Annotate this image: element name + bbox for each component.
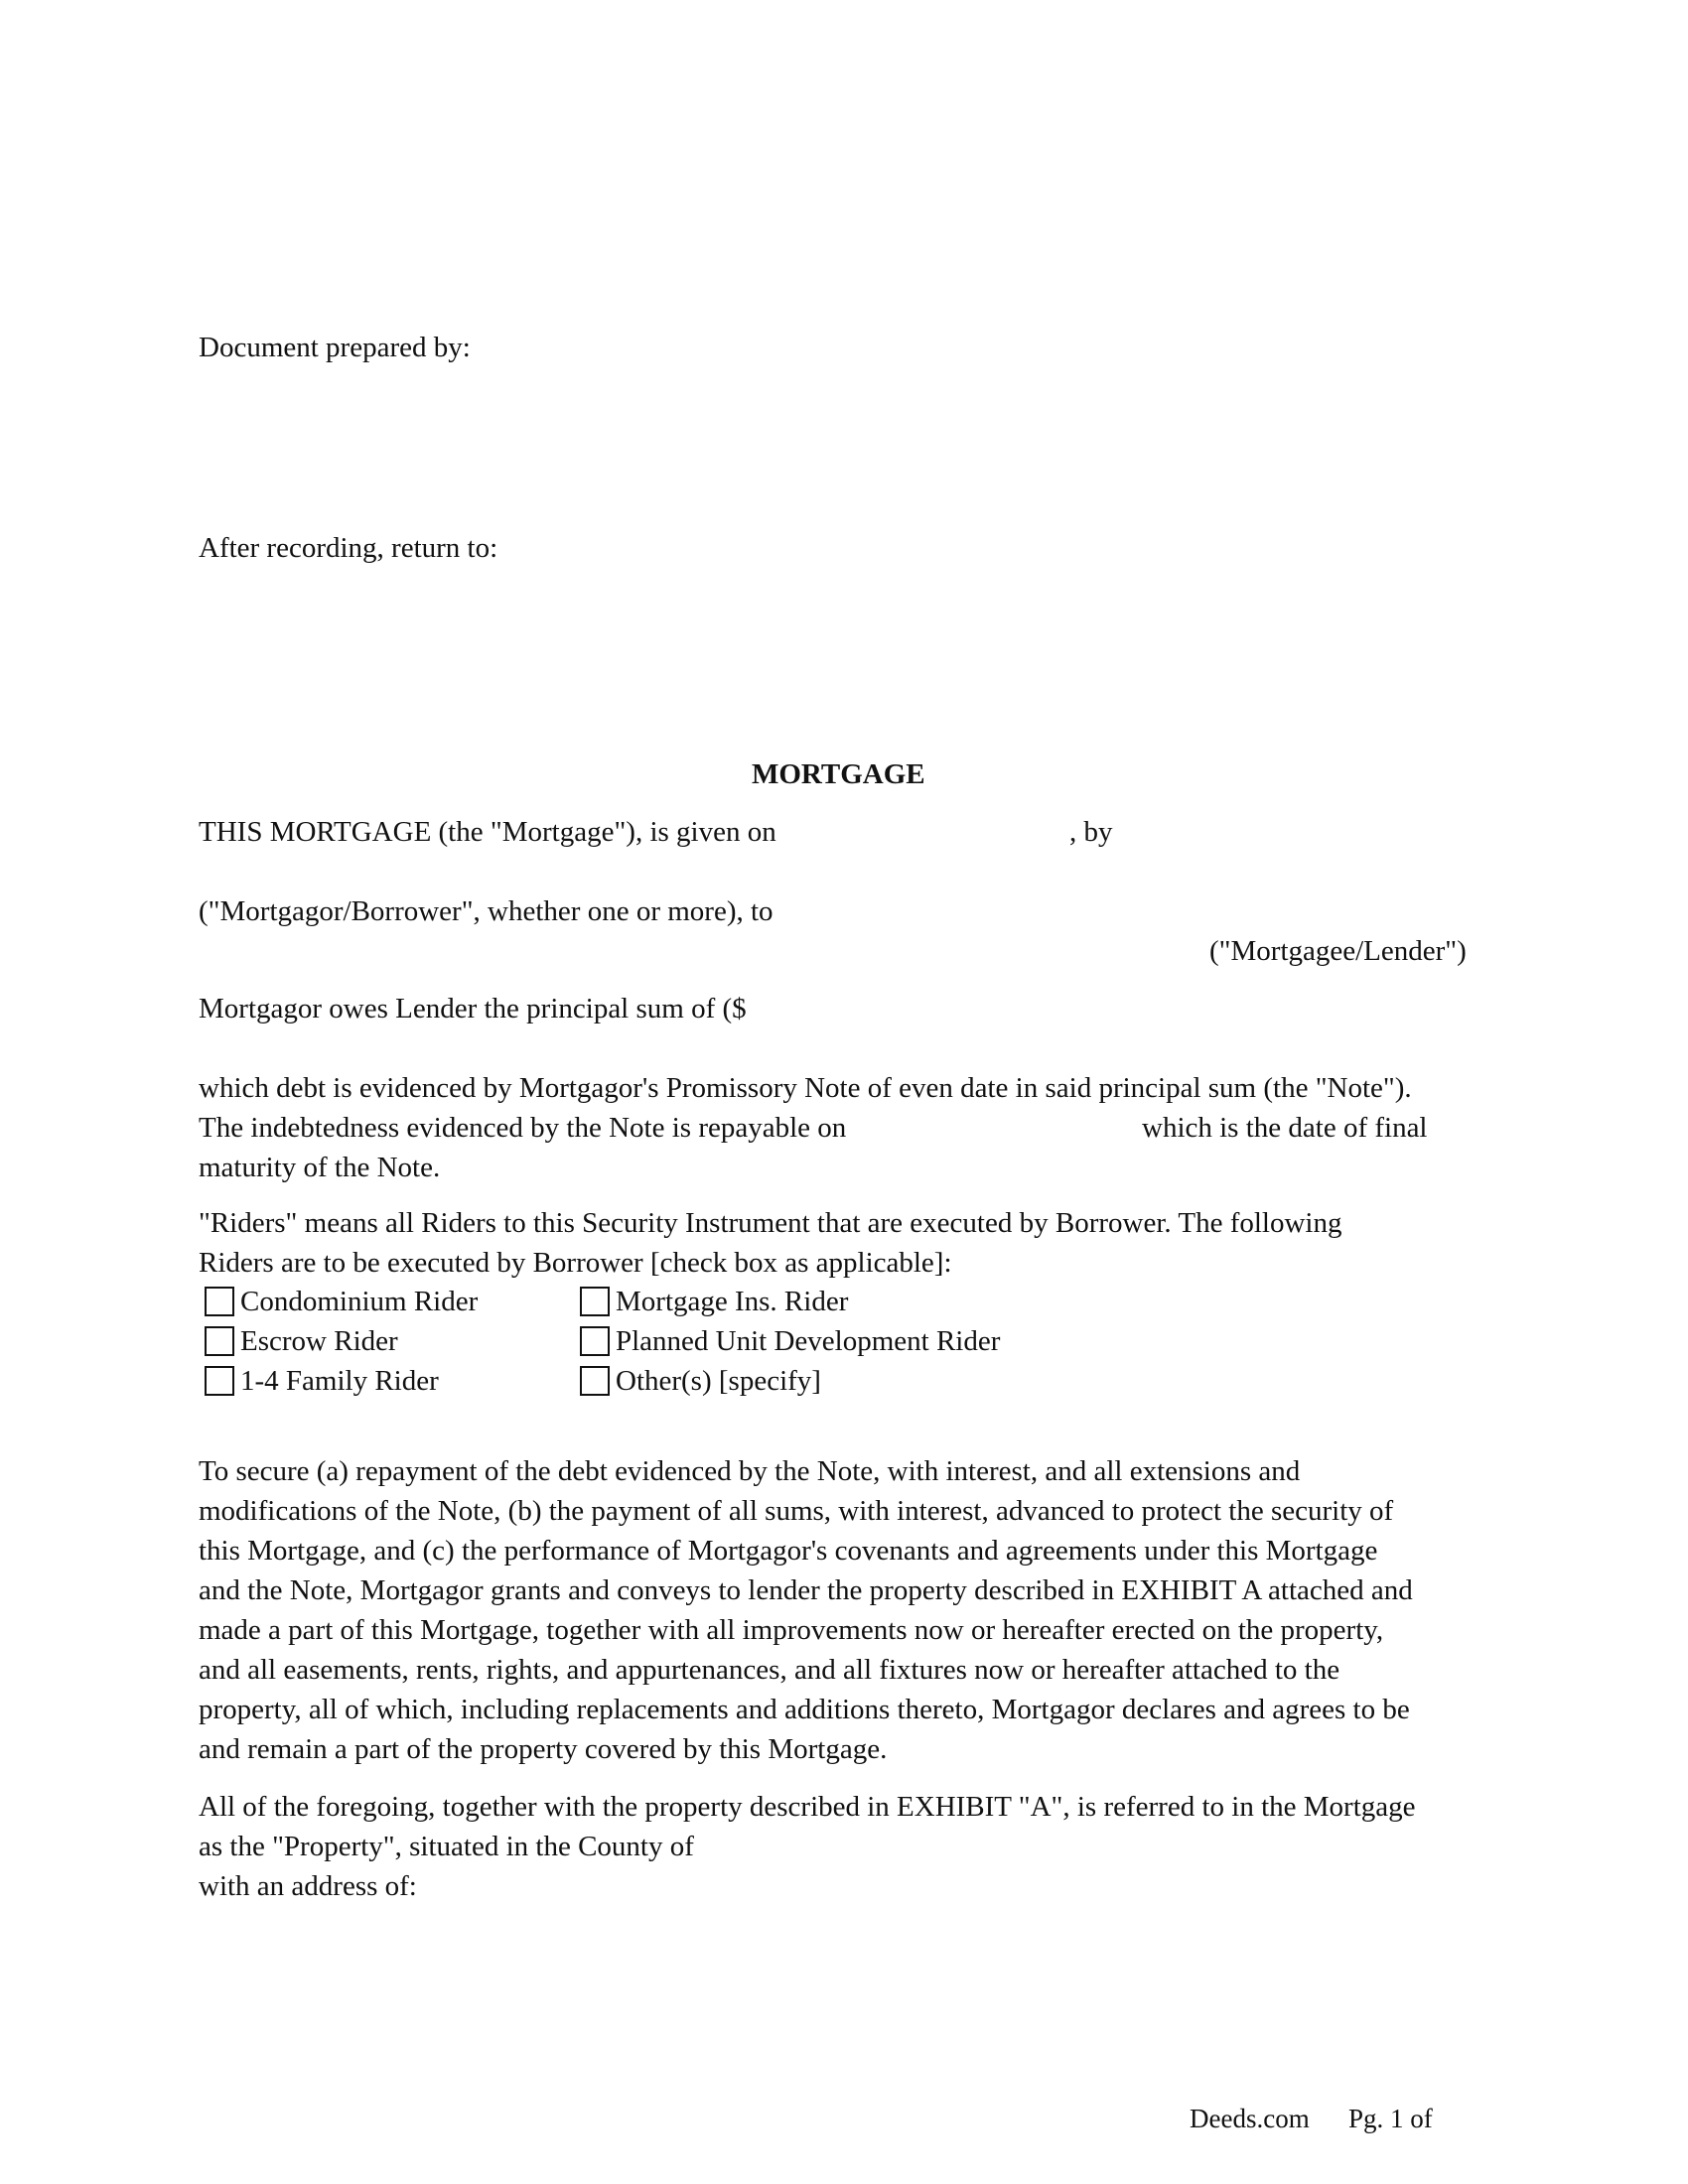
riders-line-1: "Riders" means all Riders to this Security Instrument that are executed by Borrower. The following (199, 1207, 1342, 1239)
rider-option-label: Mortgage Ins. Rider (616, 1285, 849, 1317)
rider-option-pud[interactable] (580, 1321, 1000, 1361)
given-on-text: THIS MORTGAGE (the "Mortgage"), is given on (199, 816, 776, 848)
principal-sum-text: Mortgagor owes Lender the principal sum of ($ (199, 993, 747, 1024)
mortgagee-text: ("Mortgagee/Lender") (1209, 935, 1467, 967)
secure-line: modifications of the Note, (b) the payment of all sums, with interest, advanced to protect the security of (199, 1495, 1394, 1527)
checkbox-icon[interactable] (580, 1287, 610, 1316)
mortgagor-text: ("Mortgagor/Borrower", whether one or more), to (199, 895, 774, 927)
document-title: MORTGAGE (752, 758, 925, 790)
return-to-label: After recording, return to: (199, 532, 498, 564)
rider-option-escrow[interactable] (205, 1321, 398, 1361)
rider-option-mortgage-ins[interactable] (580, 1282, 848, 1321)
property-line: All of the foregoing, together with the property described in EXHIBIT "A", is referred to in the Mortgage (199, 1791, 1416, 1823)
rider-option-condominium[interactable] (205, 1282, 478, 1321)
secure-line: and the Note, Mortgagor grants and conveys to lender the property described in EXHIBIT A attached and (199, 1574, 1413, 1606)
rider-option-family[interactable] (205, 1361, 439, 1401)
checkbox-icon[interactable] (580, 1326, 610, 1356)
secure-line: and all easements, rents, rights, and appurtenances, and all fixtures now or hereafter attached to the (199, 1654, 1340, 1686)
note-line-3: maturity of the Note. (199, 1152, 441, 1183)
rider-option-label: 1-4 Family Rider (240, 1364, 439, 1397)
property-paragraph (199, 1787, 1489, 1906)
property-line: as the "Property", situated in the County of (199, 1831, 694, 1862)
footer-site: Deeds.com (1190, 2104, 1310, 2133)
note-line-2b: which is the date of final (1142, 1112, 1428, 1144)
rider-option-label: Other(s) [specify] (616, 1364, 821, 1397)
property-line: with an address of: (199, 1870, 417, 1902)
footer-page-number: Pg. 1 of (1348, 2104, 1433, 2133)
note-line-1: which debt is evidenced by Mortgagor's Promissory Note of even date in said principal sum (the "Note"). (199, 1072, 1412, 1104)
secure-line: property, all of which, including replacements and additions thereto, Mortgagor declares and agrees to be (199, 1694, 1410, 1725)
note-line-2a: The indebtedness evidenced by the Note is repayable on (199, 1112, 847, 1144)
checkbox-icon[interactable] (205, 1326, 234, 1356)
secure-line: this Mortgage, and (c) the performance of Mortgagor's covenants and agreements under this Mortgage (199, 1535, 1378, 1567)
by-text: , by (1069, 816, 1113, 848)
rider-option-label: Escrow Rider (240, 1324, 398, 1357)
rider-option-label: Planned Unit Development Rider (616, 1324, 1001, 1357)
secure-line: To secure (a) repayment of the debt evidenced by the Note, with interest, and all extensions and (199, 1455, 1301, 1487)
checkbox-icon[interactable] (205, 1287, 234, 1316)
secure-paragraph (199, 1451, 1489, 1769)
riders-line-2: Riders are to be executed by Borrower [check box as applicable]: (199, 1247, 952, 1279)
secure-line: made a part of this Mortgage, together with all improvements now or hereafter erected on the property, (199, 1614, 1384, 1646)
rider-option-other[interactable] (580, 1361, 821, 1401)
checkbox-icon[interactable] (205, 1366, 234, 1396)
checkbox-icon[interactable] (580, 1366, 610, 1396)
prepared-by-label: Document prepared by: (199, 332, 471, 363)
secure-line: and remain a part of the property covered by this Mortgage. (199, 1733, 888, 1765)
rider-option-label: Condominium Rider (240, 1285, 479, 1317)
